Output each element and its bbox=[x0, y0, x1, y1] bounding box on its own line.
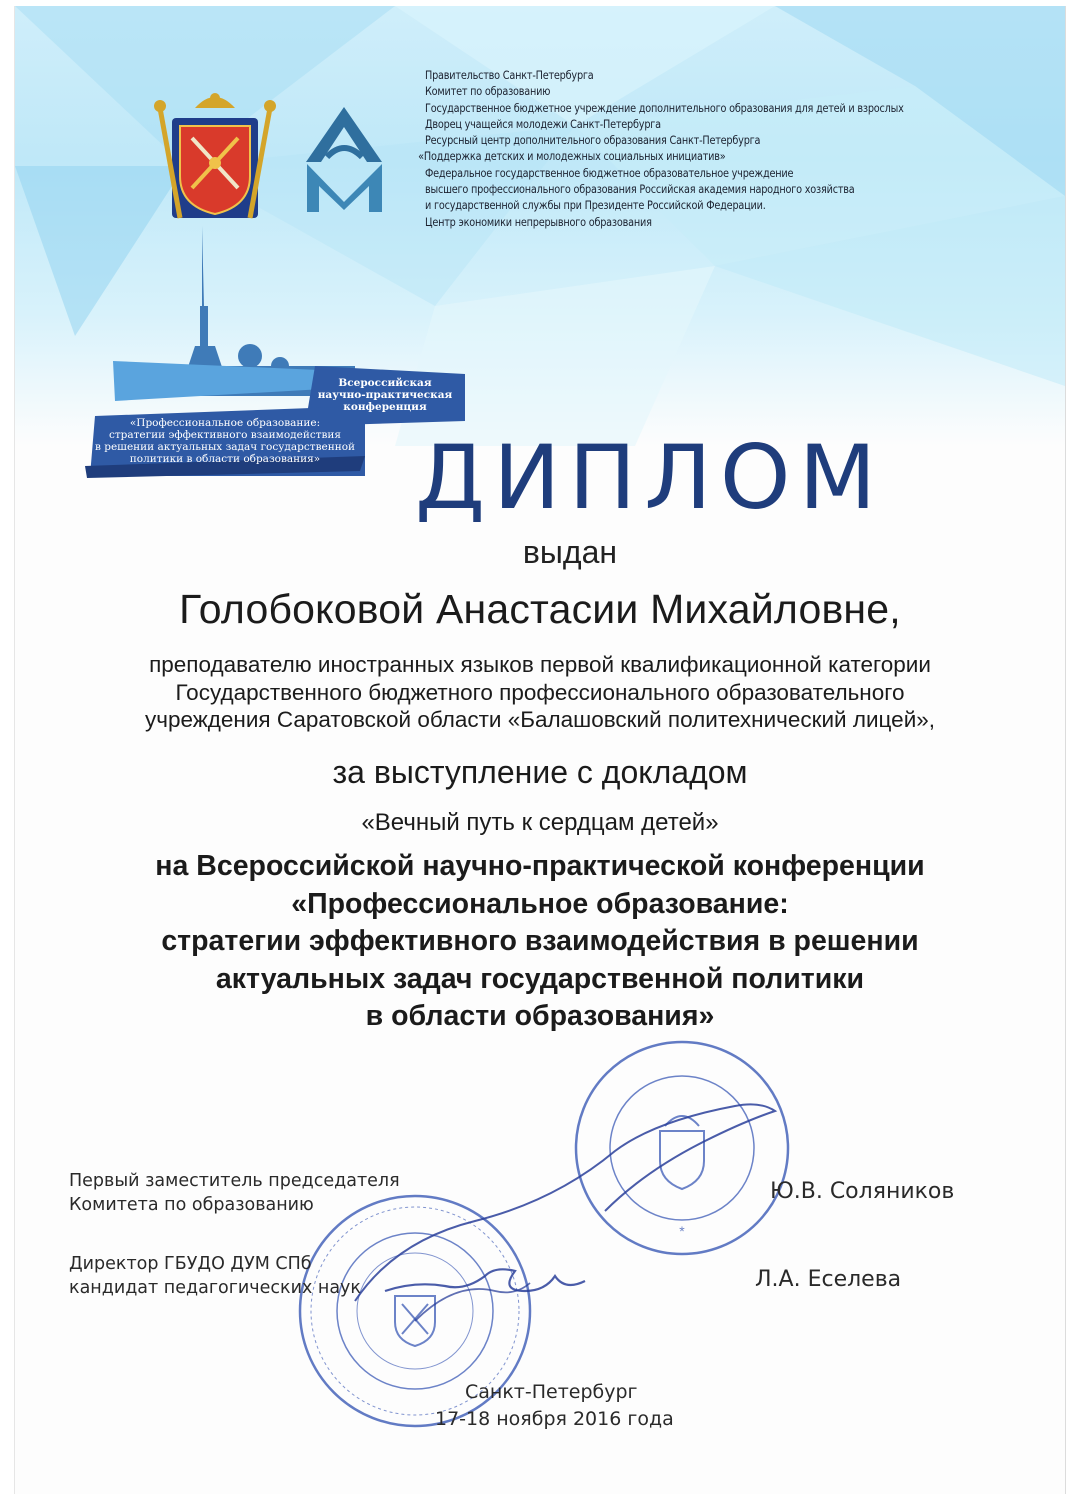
conference-theme-line: политики в области образования» bbox=[129, 453, 321, 465]
dum-logo-icon bbox=[297, 102, 392, 212]
signatory-title-line: кандидат педагогических наук bbox=[69, 1278, 361, 1298]
recipient-position bbox=[15, 651, 1065, 734]
signatory-2-title bbox=[69, 1252, 361, 1300]
signatory-title-line: Первый заместитель председателя bbox=[69, 1171, 400, 1191]
signatory-title-line: Директор ГБУДО ДУМ СПб bbox=[69, 1254, 312, 1274]
organizer-line: и государственной службы при Президенте Российской Федерации. bbox=[425, 199, 766, 213]
conference-theme-line: «Профессиональное образование: bbox=[129, 417, 321, 429]
report-title: «Вечный путь к сердцам детей» bbox=[361, 809, 719, 836]
signatory-1-name: Ю.В. Соляников bbox=[770, 1179, 955, 1204]
organizer-line: Дворец учащейся молодежи Санкт-Петербурга bbox=[425, 117, 661, 131]
diploma-title: ДИПЛОМ bbox=[415, 426, 885, 529]
conference-badge bbox=[315, 377, 455, 413]
position-line: Государственного бюджетного профессионального образовательного bbox=[175, 679, 905, 705]
conference-theme-line: стратегии эффективного взаимодействия bbox=[108, 429, 342, 441]
position-line: учреждения Саратовской области «Балашовский политехнический лицей», bbox=[144, 707, 936, 732]
issue-city: Санкт-Петербург bbox=[465, 1381, 638, 1403]
conference-line: стратегии эффективного взаимодействия в решении bbox=[161, 925, 919, 957]
issue-date: 17-18 ноября 2016 года bbox=[435, 1408, 674, 1430]
award-reason: за выступление с докладом bbox=[332, 754, 748, 790]
issued-label: выдан bbox=[522, 534, 618, 570]
conference-line: на Всероссийской научно-практической конференции bbox=[155, 850, 925, 882]
organizer-line: Центр экономики непрерывного образования bbox=[425, 215, 652, 229]
signatory-2-name: Л.А. Еселева bbox=[755, 1267, 902, 1292]
diploma-page bbox=[14, 6, 1066, 1494]
organizer-line: Государственное бюджетное учреждение дополнительного образования для детей и взрослых bbox=[425, 101, 904, 115]
conference-badge-line: научно-практическая bbox=[317, 389, 453, 401]
organizer-line: Федеральное государственное бюджетное образовательное учреждение bbox=[425, 166, 794, 180]
conference-badge-line: конференция bbox=[343, 401, 427, 413]
conference-theme-plate bbox=[95, 417, 355, 465]
conference-badge-line: Всероссийская bbox=[338, 377, 432, 389]
recipient-name: Голобоковой Анастасии Михайловне, bbox=[179, 586, 901, 632]
organizers-block bbox=[418, 68, 941, 231]
conference-line: «Профессиональное образование: bbox=[291, 887, 789, 920]
conference-line: актуальных задач государственной политики bbox=[215, 962, 865, 995]
organizer-line: Правительство Санкт-Петербурга bbox=[425, 69, 594, 82]
signatory-1-title bbox=[69, 1169, 400, 1217]
position-line: преподавателю иностранных языков первой квалификационной категории bbox=[149, 652, 931, 677]
conference-name bbox=[15, 848, 1065, 1036]
organizer-line: высшего профессионального образования Российская академия народного хозяйства bbox=[425, 183, 855, 197]
signatory-title-line: Комитета по образованию bbox=[69, 1195, 314, 1215]
conference-line: в области образования» bbox=[365, 1000, 715, 1032]
organizer-line: Комитет по образованию bbox=[425, 85, 551, 99]
svg-text:*: * bbox=[679, 1223, 685, 1239]
organizer-line: Ресурсный центр дополнительного образования Санкт-Петербурга bbox=[425, 134, 761, 148]
spb-coat-of-arms-icon bbox=[150, 88, 280, 228]
conference-theme-line: в решении актуальных задач государственной bbox=[95, 441, 356, 453]
organizer-line: «Поддержка детских и молодежных социальных инициатив» bbox=[418, 150, 726, 164]
header-banner bbox=[15, 6, 1065, 465]
handwritten-signatures bbox=[345, 1086, 785, 1336]
